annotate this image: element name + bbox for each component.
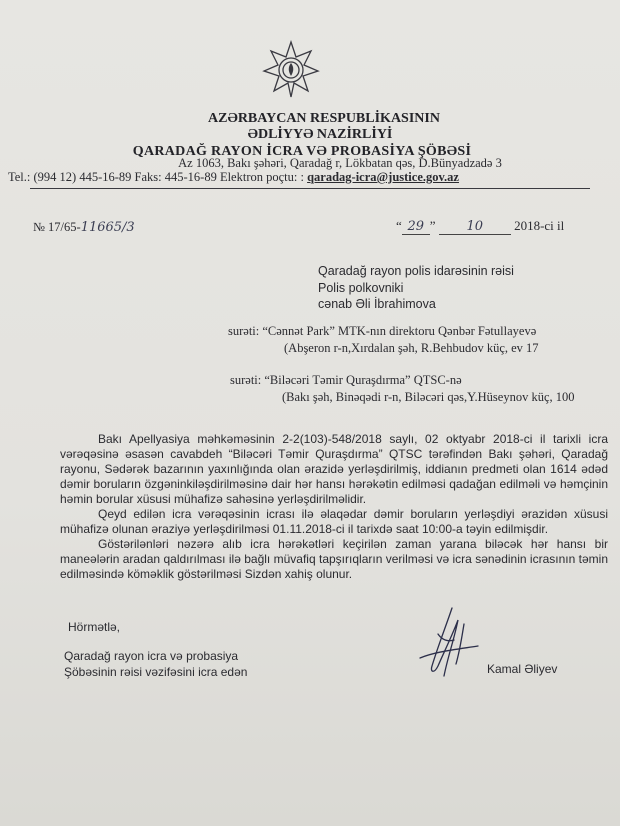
recipient-line: cənab Əli İbrahimova — [318, 297, 436, 311]
copy-recipient-2 — [230, 372, 575, 406]
reference-number-prefix: № 17/65- — [33, 220, 81, 234]
signatory-title-line: Şöbəsinin rəisi vəzifəsini icra edən — [64, 664, 248, 679]
reference-number — [33, 220, 135, 235]
header-divider — [30, 188, 590, 189]
state-emblem-icon — [262, 40, 320, 98]
address-line: Az 1063, Bakı şəhəri, Qaradağ r, Lökbatan qəs, D.Bünyadzadə 3 — [178, 156, 502, 170]
recipient-block — [318, 263, 514, 313]
signatory-title — [64, 649, 247, 680]
email-link[interactable]: qaradag-icra@justice.gov.az — [307, 170, 459, 184]
copy-address: (Bakı şəh, Binəqədi r-n, Biləcəri qəs,Y.Hüseynov küç, 100 — [282, 390, 575, 404]
recipient-line: Polis polkovniki — [318, 280, 404, 295]
date-month: 10 — [439, 219, 511, 235]
copy-line: surəti: “Biləcəri Təmir Quraşdırma” QTSC-nə — [230, 373, 462, 387]
recipient-line: Qaradağ rayon polis idarəsinin rəisi — [318, 264, 514, 278]
republic-title: AZƏRBAYCAN RESPUBLİKASININ — [208, 111, 440, 126]
regards-text: Hörmətlə, — [68, 620, 121, 634]
body-paragraph: Göstərilənləri nəzərə alıb icra hərəkətləri keçirilən zaman yarana biləcək hər hansı bir maneələrin aradan qaldırılması ilə bağlı müvafiq tapşırıqların verilməsi və icra sənədinin icrasının təmin edilməsində köməklik göstərilməsi Sizdən xahiş olunur. — [60, 537, 608, 581]
body-paragraph: Qeyd edilən icra vərəqəsinin icrası ilə əlaqədar dəmir boruların yerləşdiyi ərazidən xüsusi mühafizə olunan əraziyə yerləşdirilməsi 01.11.2018-ci il tarixdə saat 10:00-a təyin edilmişdir. — [60, 507, 608, 536]
document-date: “ 29 ” 10 2018-ci il — [396, 218, 565, 234]
copy-recipient-1 — [228, 323, 539, 357]
contact-phones: Tel.: (994 12) 445-16-89 Faks: 445-16-89 Elektron poçtu: : — [8, 170, 304, 184]
copy-address: (Abşeron r-n,Xırdalan şəh, R.Behbudov küç, ev 17 — [284, 341, 539, 355]
ministry-title: ƏDLİYYƏ NAZİRLİYİ — [247, 127, 393, 142]
department-title: QARADAĞ RAYON İCRA VƏ PROBASİYA ŞÖBƏSİ — [132, 144, 472, 159]
handwritten-signature — [408, 606, 488, 682]
date-year: 2018-ci il — [514, 218, 565, 233]
copy-line: surəti: “Cənnət Park” MTK-nın direktoru Qənbər Fətullayevə — [228, 324, 537, 338]
contact-line — [8, 170, 459, 185]
body-paragraph: Bakı Apellyasiya məhkəməsinin 2-2(103)-548/2018 saylı, 02 oktyabr 2018-ci il tarixli icra vərəqəsinə əsasən cavabdeh “Biləcəri Təmir Quraşdırma” QTSC tərəfindən Bakı şəhəri, Qaradağ rayonu, Sədərək bazarının yaxınlığında olan ərazidə yerləşdirilmiş, iddianın predmeti olan 1614 ədəd dəmir boruların özgəninkiləşdirilməsinə dair hər hansı hərəkətin edilməsi qadağan edilməli və həmçinin həmin borular xüsusi mühafizə sahəsinə yerləşdirilməlidir. — [60, 432, 608, 506]
signatory-name: Kamal Əliyev — [487, 662, 558, 676]
letter-body — [60, 432, 608, 582]
signatory-title-line: Qaradağ rayon icra və probasiya — [64, 649, 239, 663]
reference-number-handwritten: 11665/3 — [80, 220, 135, 235]
date-day: 29 — [402, 219, 430, 235]
